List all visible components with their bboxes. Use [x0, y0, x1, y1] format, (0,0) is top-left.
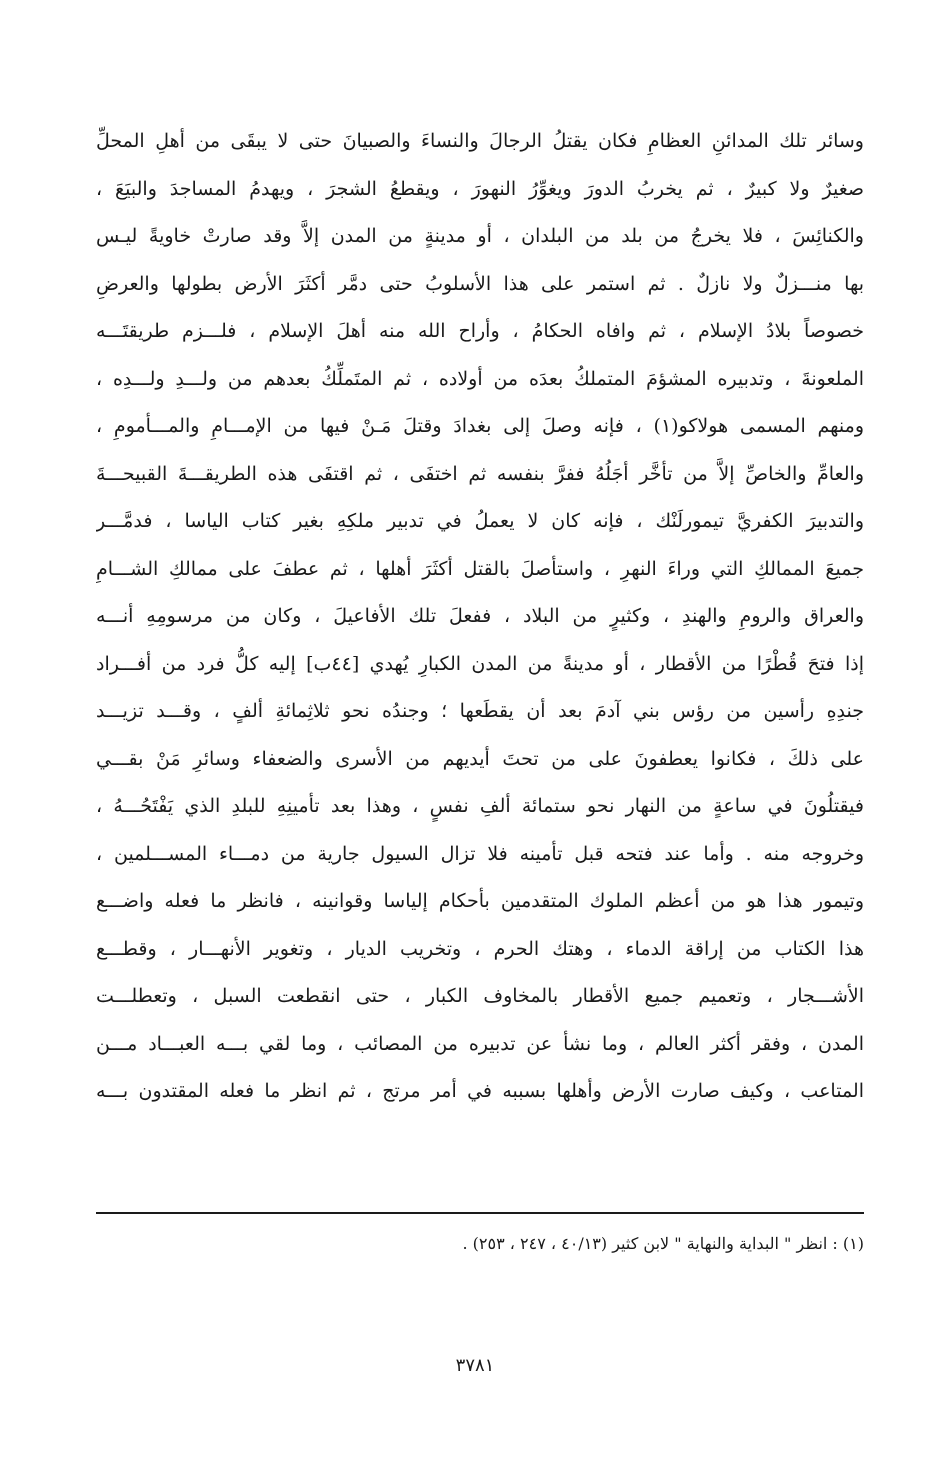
- footnote: (١) : انظر " البداية والنهاية " لابن كثير (٤٠/١٣ ، ٢٤٧ ، ٢٥٣) .: [462, 1234, 864, 1253]
- text-line: والكنائِسَ ، فلا يخرجُ من بلد من البلدان ، أو مدينةٍ من المدن إلاَّ وقد صارتْ خاويةً ليـس: [96, 225, 864, 247]
- text-line: صغيرٌ ولا كبيرٌ ، ثم يخربُ الدورَ ويغوِّرُ النهورَ ، ويقطعُ الشجرَ ، ويهدمُ المساجدَ والبيَعَ ،: [96, 177, 864, 200]
- text-line: الأشـــجار ، وتعميم جميع الأقطار بالمخاوف الكبار ، حتى انقطعت السبل ، وتعطلـــت: [96, 985, 864, 1007]
- footnote-separator: [96, 1212, 864, 1214]
- main-text-block: [96, 118, 864, 1116]
- text-line: وسائر تلك المدائنِ العظامِ فكان يقتلُ الرجالَ والنساءَ والصبيانَ حتى لا يبقَى من أهلِ المحلِّ: [96, 130, 864, 152]
- text-line: بها منـــزلٌ ولا نازلٌ . ثم استمر على هذا الأسلوبُ حتى دمَّر أكثَرَ الأرض بطولها والعرضِ: [96, 272, 864, 295]
- text-line: الملعونةَ ، وتدبيره المشؤمَ المتملكُ بعدَه من أولاده ، ثم المتَملِّكُ بعدهم من ولـــدِ ولـــدِه ،: [96, 367, 864, 390]
- page-number: ٣٧٨١: [455, 1355, 495, 1376]
- text-line: المتاعب ، وكيف صارت الأرض وأهلها بسببه في أمر مرتج ، ثم انظر ما فعله المقتدون بـــه: [96, 1080, 864, 1102]
- text-line: والعراق والرومِ والهندِ ، وكثيرٍ من البلاد ، ففعلَ تلك الأفاعيلَ ، وكان من مرسومِهِ أنـــه: [96, 605, 864, 627]
- text-line: جميعَ الممالكِ التي وراءَ النهرِ ، واستأصلَ بالقتل أكثَرَ أهلها ، ثم عطفَ على ممالكِ الشـــامِ: [96, 557, 864, 580]
- text-line: جندِهِ رأسين من رؤس بني آدمَ بعد أن يقطَعها ؛ وجندُه نحو ثلاثِمائةِ ألفٍ ، وقـــد تزيـــد: [96, 700, 864, 722]
- text-line: فيقتلُونَ في ساعةٍ من النهار نحو ستمائة ألفِ نفسٍ ، وهذا بعد تأمينِهِ للبلدِ الذي يَفْتَحُـــهُ ،: [96, 795, 864, 817]
- text-line: والتدبيرَ الكفريَّ تيمورلَنْك ، فإنه كان لا يعملُ في تدبير ملكِهِ بغير كتاب الياسا ، فدمَّـــر: [96, 510, 864, 532]
- text-line: وتيمور هذا هو من أعظم الملوك المتقدمين بأحكام إلياسا وقوانينه ، فانظر ما فعله واضـــع: [96, 890, 864, 912]
- text-line: المدن ، وفقر أكثر العالم ، وما نشأ عن تدبيره من المصائب ، وما لقي بـــه العبـــاد مـــن: [96, 1032, 864, 1055]
- text-line: ومنهم المسمى هولاكو(١) ، فإنه وصلَ إلى بغدادَ وقتلَ مَـنْ فيها من الإمـــامِ والمـــأمومِ ،: [96, 415, 864, 437]
- text-line: وخروجه منه . وأما عند فتحه قبل تأمينه فلا تزال السيول جارية من دمـــاء المســـلمين ،: [96, 842, 864, 865]
- text-line: هذا الكتاب من إراقة الدماء ، وهتك الحرم ، وتخريب الديار ، وتغوير الأنهـــار ، وقطـــع: [96, 937, 864, 960]
- text-line: إذا فتحَ قُطْرًا من الأقطار ، أو مدينةً من المدن الكبارِ يُهدي [٤٤ب] إليه كلُّ فرد من أفـــراد: [96, 652, 864, 675]
- text-line: على ذلكَ ، فكانوا يعطفونَ على من تحتَ أيديهم من الأسرى والضعفاء وسائرِ مَنْ بقـــي: [96, 747, 864, 770]
- text-line: والعامِّ والخاصِّ إلاَّ من تأخَّر أجَلُهُ ففرَّ بنفسه ثم اختفَى ، ثم اقتفَى هذه الطريقـــةَ القبيحـــةَ: [96, 462, 864, 485]
- text-line: خصوصاً بلادُ الإسلام ، ثم وافاه الحكامُ ، وأراح الله منه أهلَ الإسلام ، فلـــزم طريقتَـــه: [96, 320, 864, 342]
